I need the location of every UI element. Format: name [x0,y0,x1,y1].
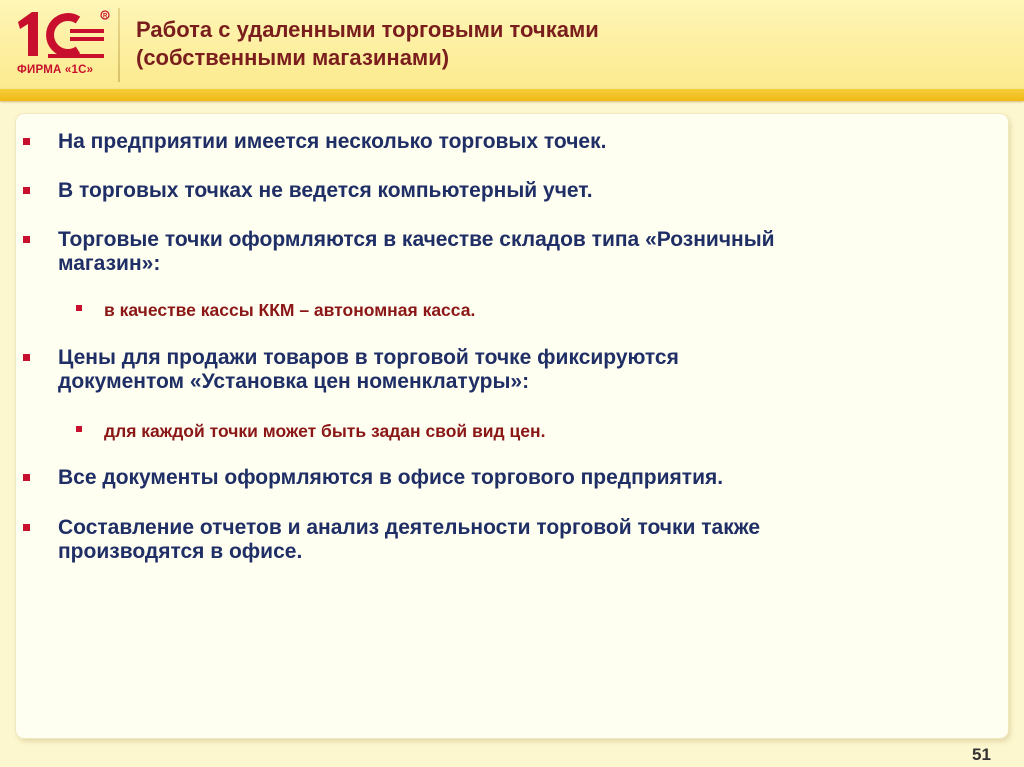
sub-bullet-text: для каждой точки может быть задан свой вид цен. [104,421,546,441]
bullet-text-line: Торговые точки оформляются в качестве складов типа «Розничный [58,228,775,251]
bullet-square-icon [23,524,30,531]
svg-text:R: R [103,13,108,20]
bullet-text: Все документы оформляются в офисе торгового предприятия. [58,466,724,489]
bullet-item [58,130,958,154]
title-line-1: Работа с удаленными торговыми точками [136,17,599,42]
sub-bullet-text: в качестве кассы ККМ – автономная касса. [104,300,476,320]
sub-bullet-square-icon [76,305,82,311]
bullet-text-line: Цены для продажи товаров в торговой точке фиксируются [58,346,679,369]
bullet-square-icon [23,187,30,194]
page-number: 51 [972,745,991,764]
bullet-text: На предприятии имеется несколько торговых точек. [58,130,607,153]
sub-bullet-item [104,299,944,321]
bullet-square-icon [23,354,30,361]
bullet-square-icon [23,474,30,481]
bullet-text-line: Составление отчетов и анализ деятельности торговой точки также [58,516,761,539]
bullet-square-icon [23,138,30,145]
bullet-item [58,516,958,564]
bullet-text-line: производятся в офисе. [58,540,303,563]
bullet-square-icon [23,236,30,243]
bullet-item [58,228,958,276]
bullet-text-line: магазин»: [58,252,161,275]
logo-divider [118,8,120,82]
bullet-text-line: документом «Установка цен номенклатуры»: [58,370,530,393]
sub-bullet-square-icon [76,426,82,432]
logo-caption: ФИРМА «1С» [17,64,94,76]
sub-bullet-item [104,420,944,442]
bullet-item [58,466,958,490]
bullet-item [58,346,958,394]
bullet-text: В торговых точках не ведется компьютерный учет. [58,179,593,202]
page-title [136,16,996,72]
header-band [0,89,1024,101]
title-line-2: (собственными магазинами) [136,45,450,70]
bullet-item [58,179,958,203]
